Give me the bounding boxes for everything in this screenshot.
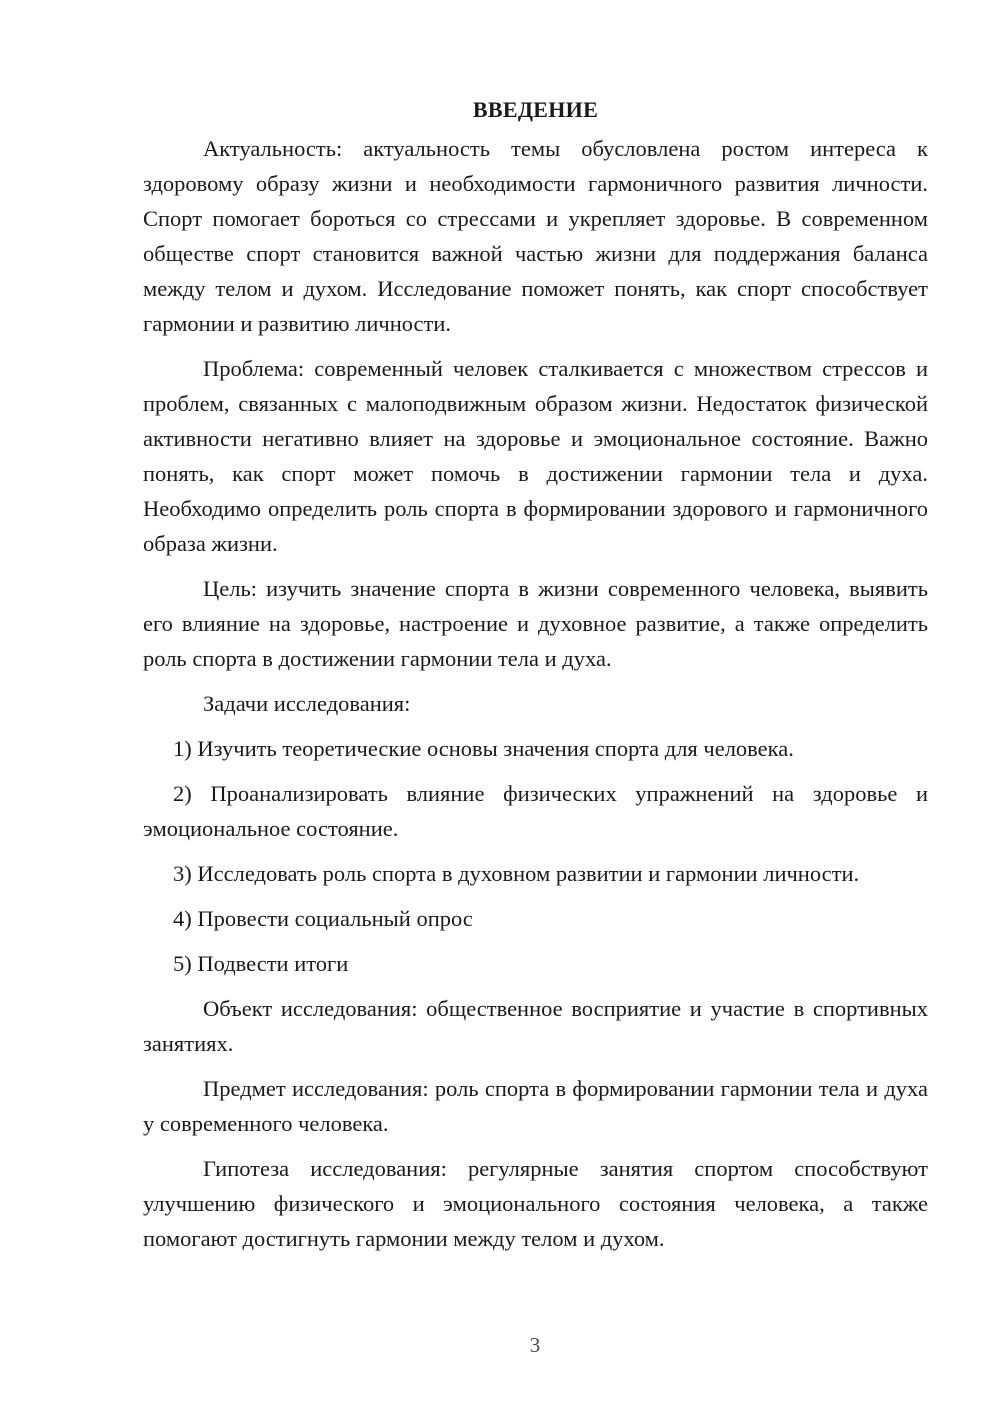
problem-paragraph: Проблема: современный человек сталкивается с множеством стрессов и проблем, связанных с малоподвижным образом жизни. Недостаток физической активности негативно влияет на здоровье и эмоциональное состояние. Важно понять, как спорт может помочь в достижении гармонии тела и духа. Необходимо определить роль спорта в формировании здорового и гармоничного образа жизни.: [143, 356, 928, 556]
section-title: ВВЕДЕНИЕ: [472, 97, 599, 122]
subject-paragraph: Предмет исследования: роль спорта в формировании гармонии тела и духа у современного человека.: [143, 1076, 928, 1136]
page-number: 3: [529, 1333, 541, 1357]
task-item-3: 3) Исследовать роль спорта в духовном развитии и гармонии личности.: [173, 861, 860, 886]
task-item-2: 2) Проанализировать влияние физических упражнений на здоровье и эмоциональное состояние.: [143, 781, 928, 841]
goal-paragraph: Цель: изучить значение спорта в жизни современного человека, выявить его влияние на здоровье, настроение и духовное развитие, а также определить роль спорта в достижении гармонии тела и духа.: [143, 576, 928, 671]
task-item-1: 1) Изучить теоретические основы значения спорта для человека.: [173, 736, 794, 761]
object-paragraph: Объект исследования: общественное восприятие и участие в спортивных занятиях.: [143, 996, 928, 1056]
tasks-heading: Задачи исследования:: [203, 691, 411, 716]
task-item-5: 5) Подвести итоги: [173, 951, 349, 976]
relevance-paragraph: Актуальность: актуальность темы обусловлена ростом интереса к здоровому образу жизни и необходимости гармоничного развития личности. Спорт помогает бороться со стрессами и укрепляет здоровье. В современном обществе спорт становится важной частью жизни для поддержания баланса между телом и духом. Исследование поможет понять, как спорт способствует гармонии и развитию личности.: [143, 136, 928, 336]
hypothesis-paragraph: Гипотеза исследования: регулярные занятия спортом способствуют улучшению физического и эмоционального состояния человека, а также помогают достигнуть гармонии между телом и духом.: [143, 1156, 928, 1251]
task-item-4: 4) Провести социальный опрос: [173, 906, 473, 931]
document-page: [143, 92, 928, 1266]
